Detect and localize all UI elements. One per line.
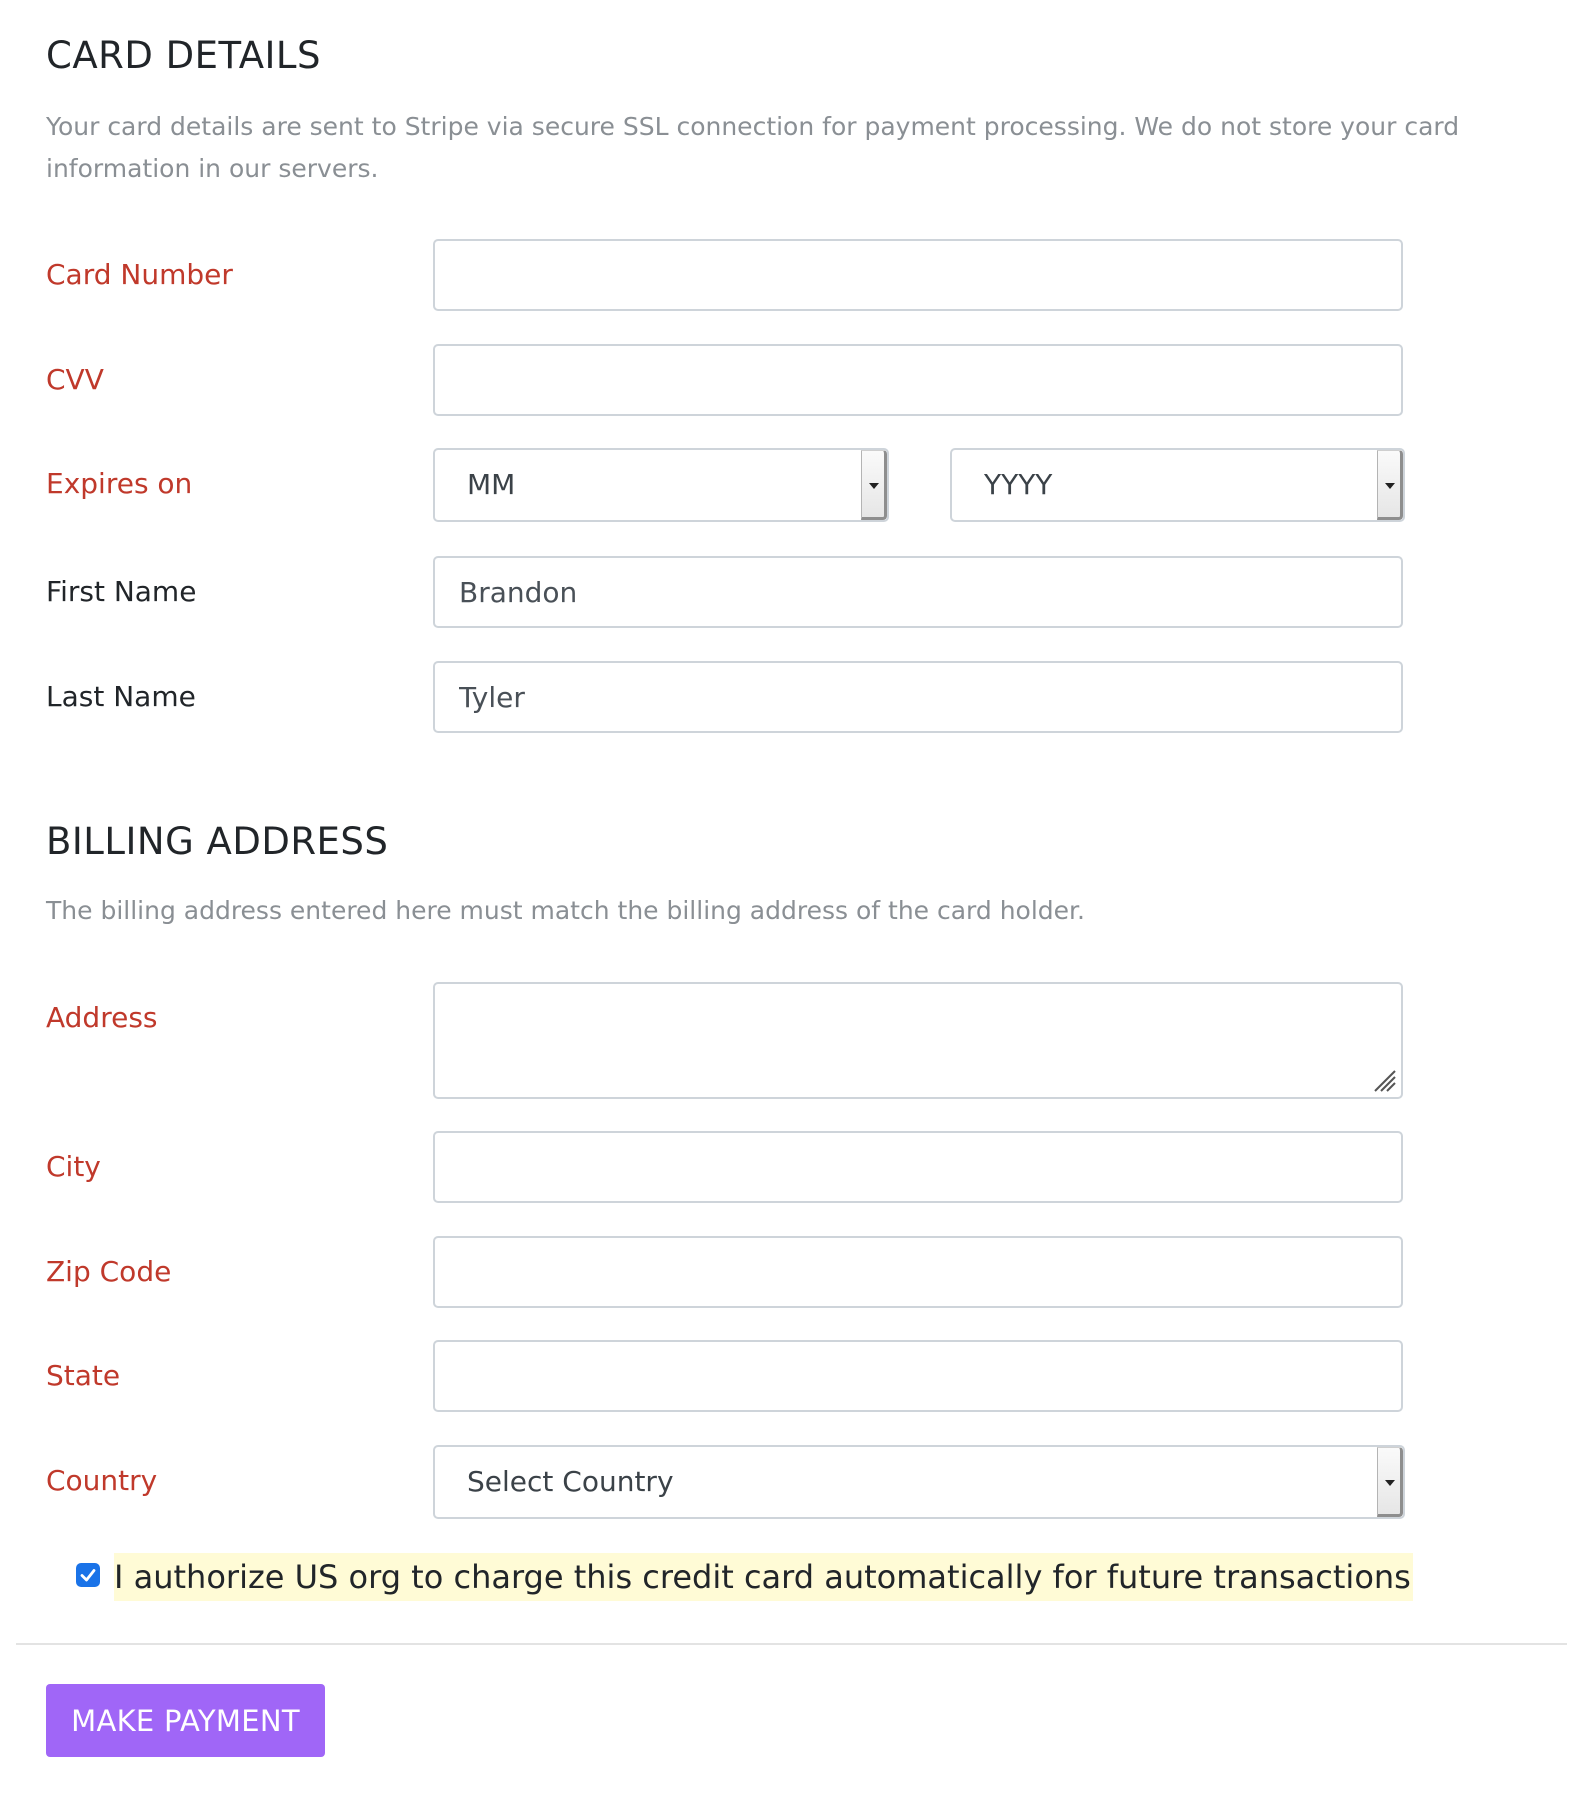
cvv-label: CVV [46,363,104,396]
address-textarea[interactable] [433,982,1403,1099]
card-details-description: Your card details are sent to Stripe via secure SSL connection for payment processing. We do not store your card information in our servers. [46,112,1460,183]
authorization-checkbox[interactable] [76,1563,100,1587]
divider [16,1643,1567,1645]
state-label: State [46,1359,121,1392]
checkmark-icon [79,1566,97,1584]
last-name-input[interactable] [433,661,1403,733]
billing-address-description: The billing address entered here must match the billing address of the card holder. [46,896,1085,925]
country-select-value: Select Country [467,1465,674,1498]
authorization-label[interactable]: I authorize US org to charge this credit card automatically for future transactions [114,1553,1413,1601]
expiry-year-select[interactable] [950,448,1405,522]
city-input[interactable] [433,1131,1403,1203]
state-input[interactable] [433,1340,1403,1412]
last-name-label: Last Name [46,680,196,713]
first-name-input[interactable] [433,556,1403,628]
make-payment-button[interactable]: MAKE PAYMENT [46,1684,325,1757]
country-label: Country [46,1464,158,1497]
billing-address-title: BILLING ADDRESS [46,820,389,863]
country-select[interactable] [433,1445,1405,1519]
zip-code-input[interactable] [433,1236,1403,1308]
chevron-down-icon [861,450,887,520]
chevron-down-icon [1377,450,1403,520]
city-label: City [46,1150,101,1183]
expiry-year-value: YYYY [984,468,1053,501]
resize-grip-icon[interactable] [1371,1067,1397,1093]
expiry-month-value: MM [467,468,516,501]
card-number-input[interactable] [433,239,1403,311]
address-label: Address [46,1001,158,1034]
first-name-label: First Name [46,575,197,608]
chevron-down-icon [1377,1447,1403,1517]
zip-code-label: Zip Code [46,1255,172,1288]
card-details-title: CARD DETAILS [46,34,322,77]
cvv-input[interactable] [433,344,1403,416]
card-number-label: Card Number [46,258,233,291]
expires-on-label: Expires on [46,467,193,500]
expiry-month-select[interactable] [433,448,889,522]
